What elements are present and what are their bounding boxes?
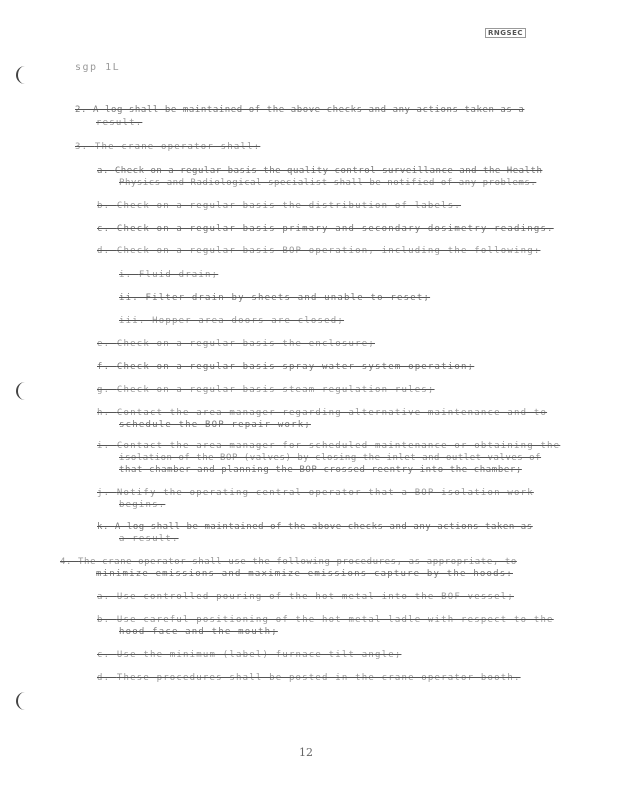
text-line bbox=[97, 488, 534, 498]
text-line bbox=[119, 270, 218, 280]
item-label: a. bbox=[97, 166, 115, 176]
item-text: Use controlled pouring of the hot metal into the BOF vessel; bbox=[116, 592, 514, 602]
item-text: schedule the BOP repair work; bbox=[119, 420, 311, 430]
text-line bbox=[97, 522, 533, 532]
text-line bbox=[75, 105, 524, 115]
item-text: result. bbox=[96, 118, 143, 128]
item-text: Check on a regular basis spray water system operation; bbox=[116, 362, 475, 372]
item-label: h. bbox=[97, 408, 117, 418]
item-text: Notify the operating central operator that a BOP isolation work bbox=[116, 488, 534, 498]
item-label: j. bbox=[97, 488, 117, 498]
item-text: minimize emissions and maximize emissions capture by the hoods: bbox=[96, 569, 513, 579]
text-line bbox=[97, 362, 474, 372]
text-line bbox=[97, 385, 435, 395]
item-label: d. bbox=[97, 246, 117, 256]
item-label: c. bbox=[97, 650, 117, 660]
text-line bbox=[97, 441, 560, 451]
text-line bbox=[97, 339, 375, 349]
document-stamp: RNGSEC bbox=[485, 28, 526, 38]
item-text: a result. bbox=[119, 534, 179, 544]
item-text: A log shall be maintained of the above checks and any actions taken as a bbox=[92, 105, 525, 115]
text-line bbox=[119, 293, 430, 303]
page-number: 12 bbox=[299, 746, 313, 759]
item-text: isolation of the BOP (valves) by closing the inlet and outlet valves of bbox=[119, 453, 542, 463]
item-label: b. bbox=[97, 201, 117, 211]
item-label: c. bbox=[97, 224, 117, 234]
item-text: hood face and the mouth; bbox=[119, 627, 278, 637]
item-text: Use the minimum (label) furnace tilt angle; bbox=[116, 650, 402, 660]
item-text: Check on a regular basis primary and secondary dosimetry readings. bbox=[116, 224, 554, 234]
item-label: e. bbox=[97, 339, 117, 349]
item-label: i. bbox=[97, 441, 117, 451]
punch-hole-top bbox=[16, 66, 32, 84]
text-line bbox=[97, 201, 461, 211]
text-line bbox=[97, 166, 542, 176]
item-text: Use careful positioning of the hot metal ladle with respect to the bbox=[116, 615, 554, 625]
item-text: that chamber and planning the BOP crossed reentry into the chamber; bbox=[119, 465, 522, 475]
text-line bbox=[97, 246, 540, 256]
item-label: a. bbox=[97, 592, 117, 602]
item-text: Filter drain by sheets and unable to reset; bbox=[145, 293, 431, 303]
text-line bbox=[119, 534, 179, 544]
item-text: The crane operator shall: bbox=[94, 142, 261, 152]
item-label: k. bbox=[97, 522, 115, 532]
punch-hole-middle bbox=[16, 382, 32, 400]
item-label: 2. bbox=[75, 105, 93, 115]
text-line bbox=[119, 500, 165, 510]
item-label: f. bbox=[97, 362, 117, 372]
text-line bbox=[96, 569, 513, 579]
item-label: g. bbox=[97, 385, 117, 395]
text-line bbox=[96, 118, 142, 128]
text-line bbox=[119, 453, 541, 463]
text-line bbox=[119, 316, 344, 326]
item-text: Check on a regular basis the quality control surveillance and the Health bbox=[114, 166, 543, 176]
text-line bbox=[97, 615, 554, 625]
item-label: 3. bbox=[75, 142, 95, 152]
item-text: Hopper area doors are closed; bbox=[152, 316, 345, 326]
item-text: Check on a regular basis the enclosure; bbox=[116, 339, 375, 349]
page-header: sgp 1L bbox=[75, 62, 121, 73]
text-line bbox=[97, 408, 547, 418]
text-line bbox=[119, 178, 536, 188]
item-label: ii. bbox=[119, 293, 146, 303]
text-line bbox=[119, 465, 522, 475]
item-label: d. bbox=[97, 673, 117, 683]
item-text: Contact the area manager regarding alternative maintenance and to bbox=[116, 408, 548, 418]
item-text: Check on a regular basis BOP operation, including the following: bbox=[116, 246, 541, 256]
text-line bbox=[97, 650, 401, 660]
item-label: iii. bbox=[119, 316, 153, 326]
item-text: These procedures shall be posted in the crane operator booth. bbox=[116, 673, 521, 683]
text-line bbox=[60, 557, 517, 567]
item-text: Fluid drain; bbox=[138, 270, 219, 280]
item-text: The crane operator shall use the following procedures, as appropriate, to bbox=[78, 557, 517, 567]
text-line bbox=[75, 142, 260, 152]
punch-hole-bottom bbox=[16, 692, 32, 710]
text-line bbox=[97, 673, 521, 683]
text-line bbox=[97, 592, 514, 602]
text-line bbox=[119, 627, 278, 637]
item-text: Check on a regular basis the distribution of labels. bbox=[116, 201, 462, 211]
item-text: Check on a regular basis steam regulation rules; bbox=[116, 385, 435, 395]
item-text: Physics and Radiological specialist shall be notified of any problems. bbox=[119, 178, 537, 188]
text-line bbox=[97, 224, 554, 234]
text-line bbox=[119, 420, 311, 430]
item-label: b. bbox=[97, 615, 117, 625]
item-text: begins. bbox=[119, 500, 166, 510]
item-text: Contact the area manager for scheduled maintenance or obtaining the bbox=[116, 441, 561, 451]
item-label: 4. bbox=[60, 557, 79, 567]
item-text: A log shall be maintained of the above checks and any actions taken as bbox=[114, 522, 533, 532]
item-label: i. bbox=[119, 270, 139, 280]
